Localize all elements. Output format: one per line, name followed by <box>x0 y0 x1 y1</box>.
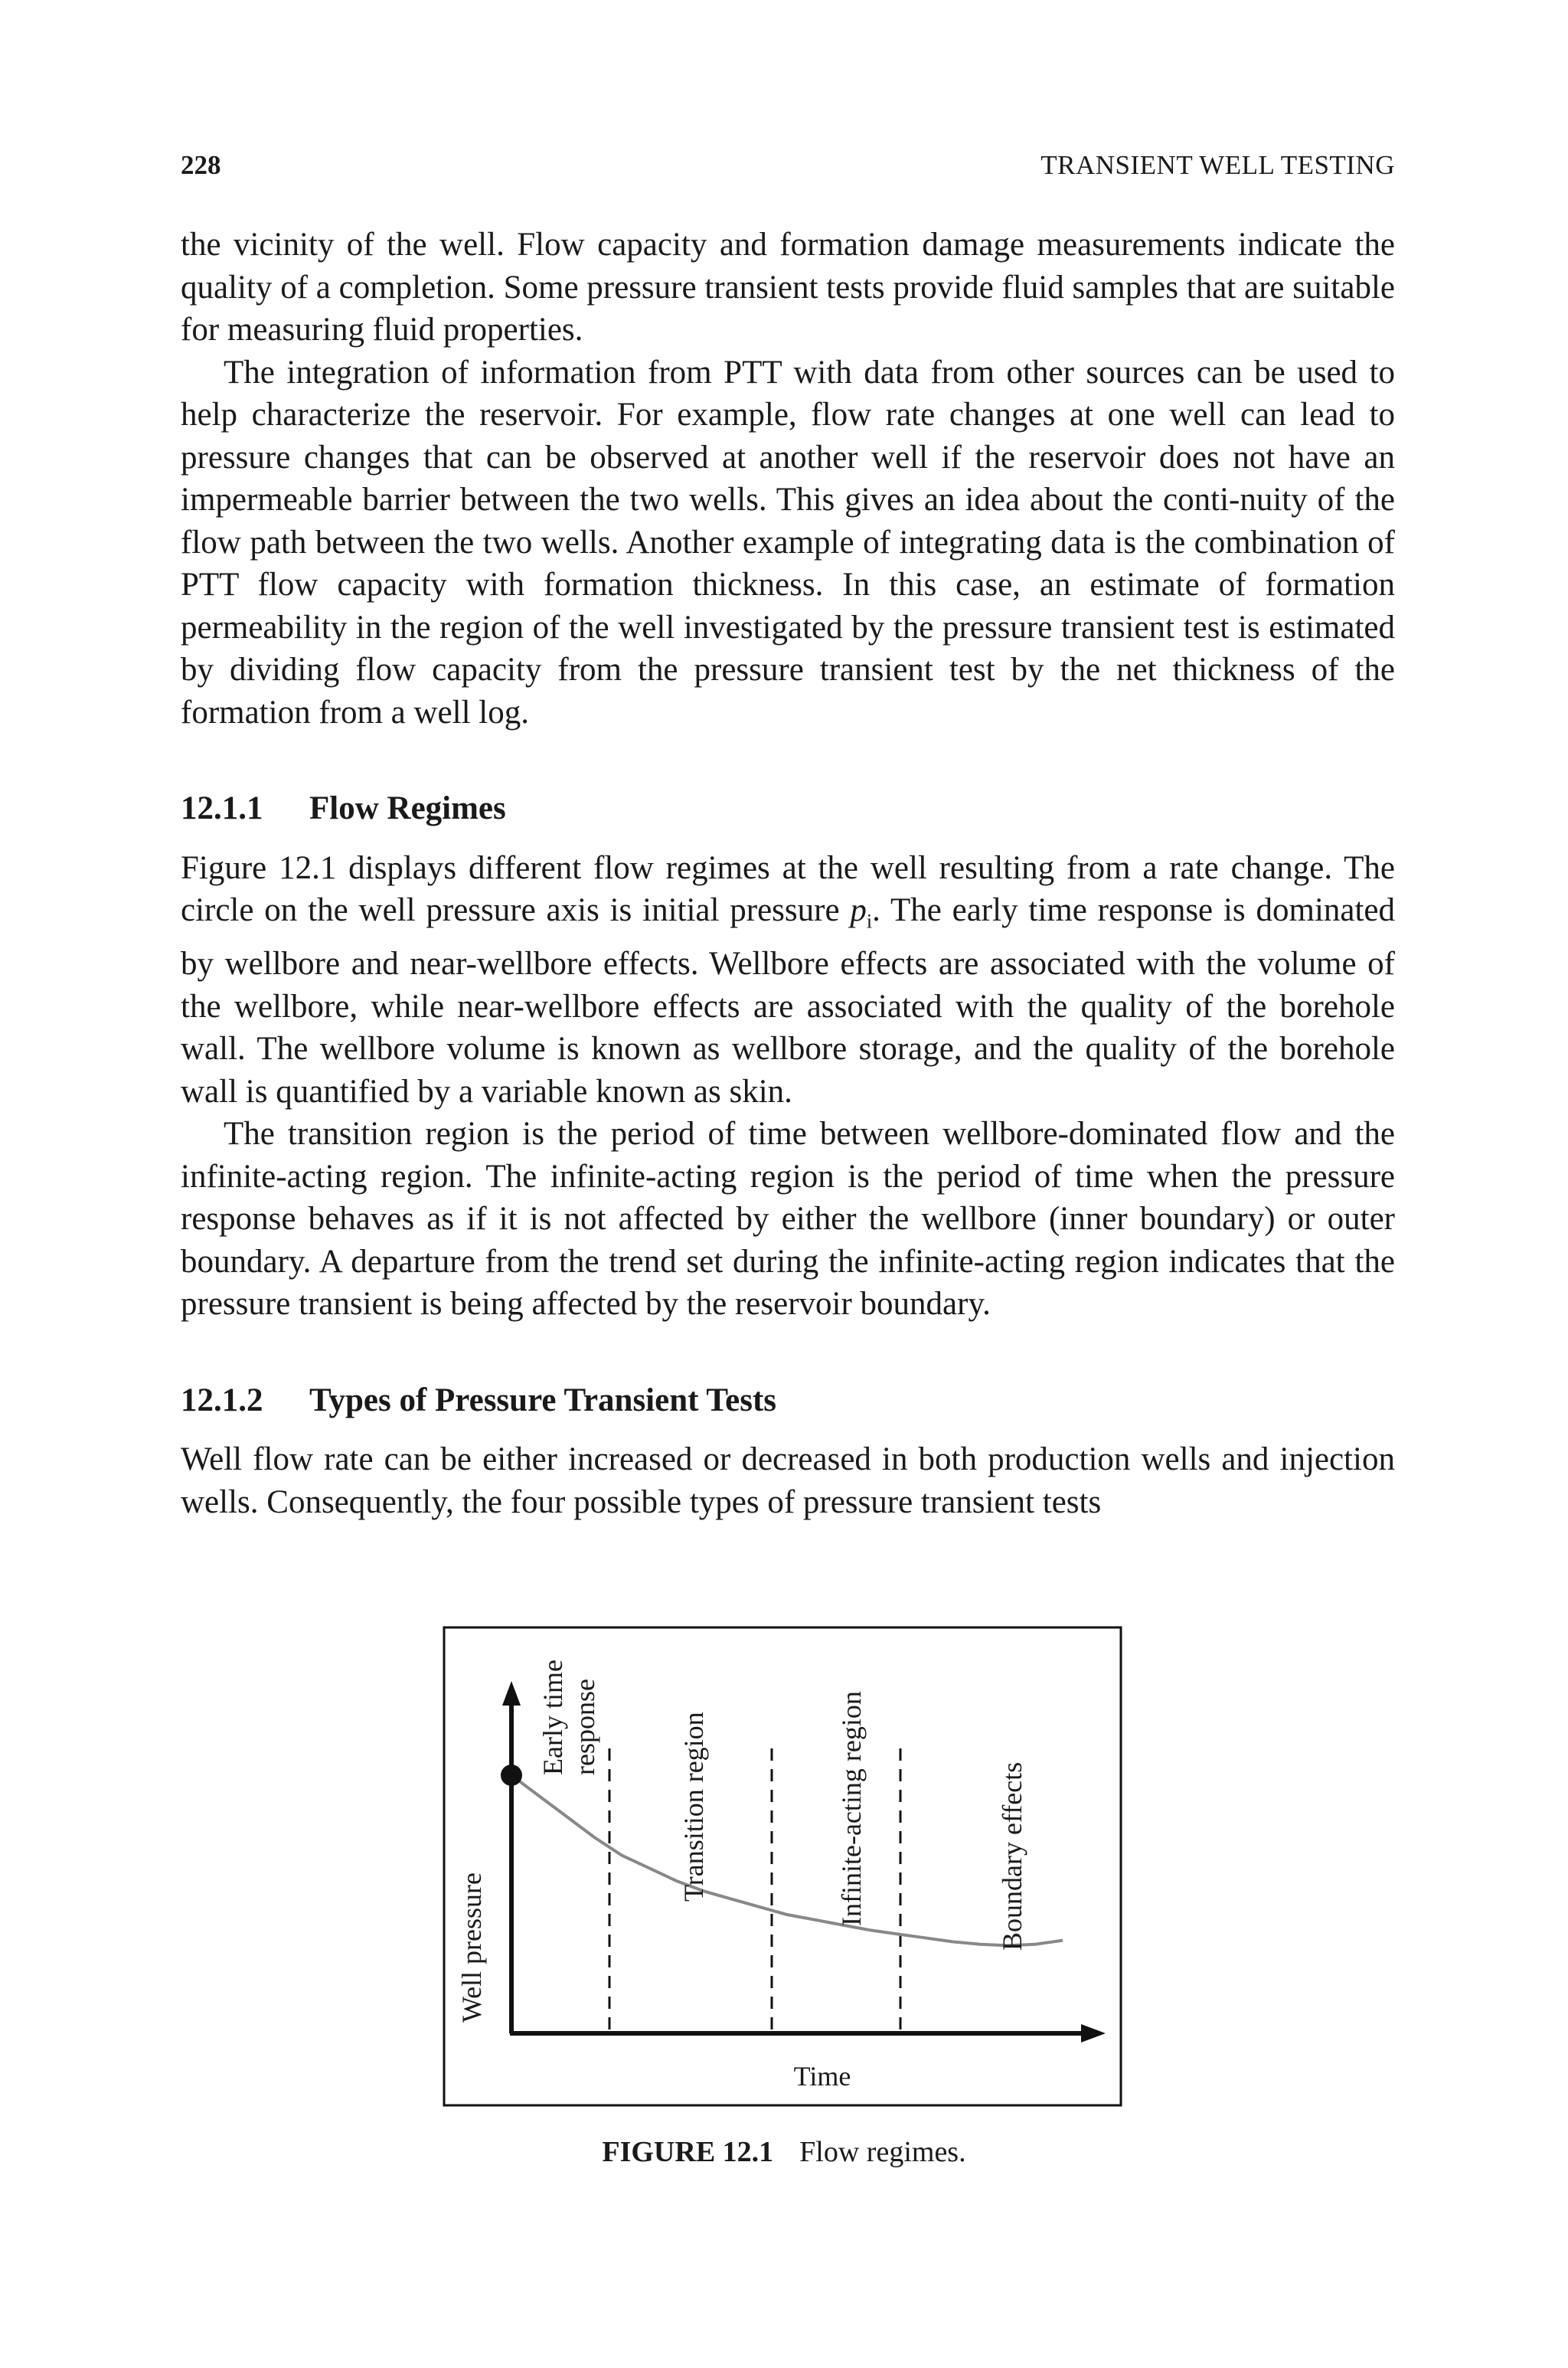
caption-label: FIGURE 12.1 <box>602 2136 774 2168</box>
pressure-symbol: p <box>850 892 867 928</box>
section-heading-types-of-tests <box>181 1379 1395 1422</box>
region-label-early-line2: response <box>570 1679 600 1775</box>
region-label-early-line1: Early time <box>537 1660 568 1775</box>
y-axis-arrow-icon <box>502 1681 521 1706</box>
initial-pressure-point <box>501 1765 522 1786</box>
section-heading-flow-regimes <box>181 787 1395 830</box>
paragraph-3-text-a: Figure 12.1 displays different flow regimes at the well resulting from a rate change. The circle on the well pressure axis is initial pressure <box>181 849 1395 928</box>
page-number: 228 <box>181 150 221 180</box>
region-label-boundary: Boundary effects <box>997 1761 1027 1951</box>
paragraph-1: the vicinity of the well. Flow capacity and formation damage measurements indicate the quality of a completion. Some pressure transient tests provide fluid samples that are suitable for measuring fluid properties. <box>181 227 1395 348</box>
region-label-transition: Transition region <box>678 1712 709 1902</box>
flow-regimes-chart <box>443 1626 1122 2107</box>
figure-flow-regimes <box>443 1626 1122 2107</box>
paragraph-5: Well flow rate can be either increased or decreased in both production wells and injection wells. Consequently, the four possible types of pressure transient tests <box>181 1441 1395 1520</box>
x-axis-arrow-icon <box>1081 2024 1106 2043</box>
section-number: 12.1.2 <box>181 1382 263 1418</box>
running-title: TRANSIENT WELL TESTING <box>1040 150 1395 180</box>
pressure-curve <box>511 1775 1063 1945</box>
paragraph-4: The transition region is the period of time between wellbore-dominated flow and the infinite-acting region. The infinite-acting region is the period of time when the pressure response behaves as if it is not affected by either the wellbore (inner boundary) or outer boundary. A departure from the trend set during the infinite-acting region indicates that the pressure transient is being affected by the reservoir boundary. <box>181 1116 1395 1323</box>
region-label-infinite: Infinite-acting region <box>836 1691 867 1926</box>
paragraph-3-text-b: . The early time response is dominated by wellbore and near-wellbore effects. Wellbore effects are associated with the volume of the wellbore, while near-wellbore effects are associated with the quality of the borehole wall. The wellbore volume is known as wellbore storage, and the quality of the borehole wall is quantified by a variable known as skin. <box>181 892 1396 1110</box>
page-header <box>181 150 1395 196</box>
paragraph-3 <box>181 847 1395 1114</box>
pressure-subscript: i <box>866 910 873 933</box>
y-axis-label: Well pressure <box>456 1872 487 2023</box>
paragraph-2: The integration of information from PTT with data from other sources can be used to help characterize the reservoir. For example, flow rate changes at one well can lead to pressure changes that can be observed at another well if the reservoir does not have an impermeable barrier between the two wells. This gives an idea about the conti-nuity of the flow path between the two wells. Another example of integrating data is the combination of PTT flow capacity with formation thickness. In this case, an estimate of formation permeability in the region of the well investigated by the pressure transient test is estimated by dividing flow capacity from the pressure transient test by the net thickness of the formation from a well log. <box>181 354 1395 731</box>
section-title: Types of Pressure Transient Tests <box>309 1382 777 1418</box>
page-body <box>181 224 1395 1523</box>
caption-text: Flow regimes. <box>799 2136 966 2168</box>
x-axis-label: Time <box>793 2061 851 2092</box>
section-title: Flow Regimes <box>309 790 506 826</box>
figure-caption <box>0 2135 1568 2169</box>
section-number: 12.1.1 <box>181 790 263 826</box>
